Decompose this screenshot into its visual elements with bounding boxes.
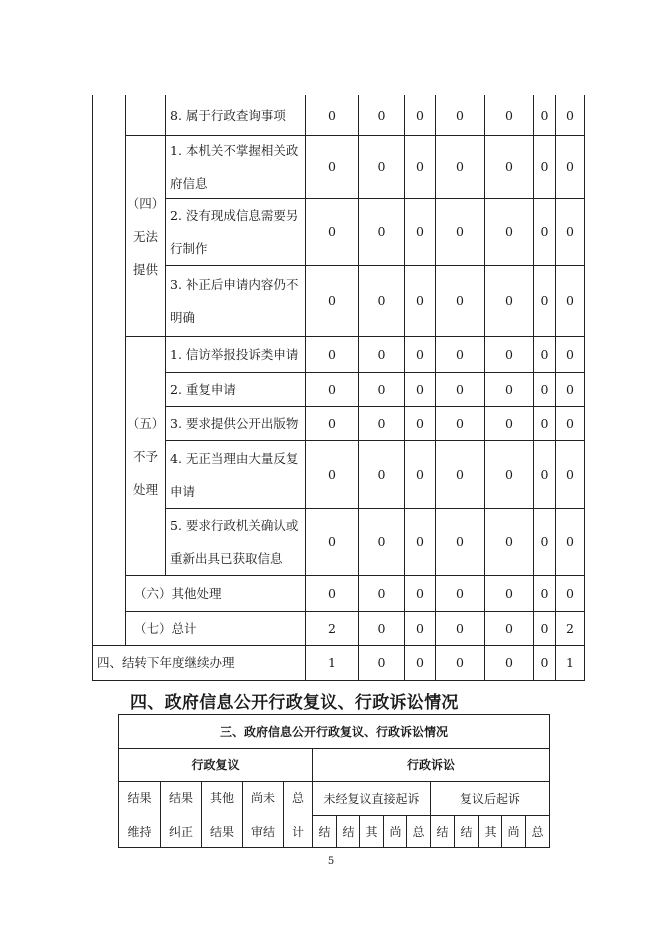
value-cell: 0 <box>328 293 336 308</box>
litigation-col-label: 总 <box>412 824 425 839</box>
value-cell: 0 <box>377 381 386 397</box>
value-cell: 0 <box>416 620 424 636</box>
row-label: （七）总计 <box>134 620 197 636</box>
value-cell: 0 <box>328 585 336 601</box>
review-col-label: 总 <box>291 791 304 805</box>
value-cell: 0 <box>505 346 513 362</box>
row-label: （六）其他处理 <box>134 585 222 601</box>
value-cell: 0 <box>505 534 513 549</box>
value-cell: 0 <box>416 159 424 174</box>
value-cell: 0 <box>328 534 336 549</box>
value-cell: 2 <box>566 620 574 636</box>
litigation-col-label: 其 <box>365 824 378 839</box>
table-title: 三、政府信息公开行政复议、行政诉讼情况 <box>219 724 448 739</box>
value-cell: 0 <box>505 381 513 397</box>
litigation-col-label: 尚 <box>507 824 520 839</box>
row-label: 8. 属于行政查询事项 <box>170 107 286 123</box>
value-cell: 0 <box>566 466 574 482</box>
review-col-label: 尚未 <box>250 791 275 805</box>
value-cell: 0 <box>328 466 336 482</box>
review-col-label: 其他 <box>209 791 234 805</box>
value-cell: 0 <box>566 585 574 601</box>
value-cell: 0 <box>456 415 464 431</box>
value-cell: 0 <box>540 466 549 482</box>
value-cell: 0 <box>456 224 464 239</box>
row-label: 5. 要求行政机关确认或重新出具已获取信息 <box>170 518 299 566</box>
table-border-right <box>584 95 585 680</box>
value-cell: 0 <box>416 466 424 482</box>
value-cell: 1 <box>328 655 336 670</box>
litigation-direct-header: 未经复议直接起诉 <box>323 791 420 806</box>
value-cell: 0 <box>540 346 549 362</box>
value-cell: 0 <box>377 466 386 482</box>
value-cell: 0 <box>377 346 386 362</box>
value-cell: 0 <box>540 159 549 174</box>
value-cell: 0 <box>540 224 549 239</box>
value-cell: 0 <box>540 293 549 308</box>
value-cell: 1 <box>566 655 574 670</box>
litigation-col-label: 其 <box>484 824 497 839</box>
value-cell: 0 <box>328 381 336 397</box>
value-cell: 0 <box>505 224 513 239</box>
litigation-col-label: 结 <box>460 824 473 839</box>
value-cell: 0 <box>416 655 424 670</box>
value-cell: 0 <box>566 159 574 174</box>
litigation-col-label: 结 <box>318 824 331 839</box>
value-cell: 0 <box>377 224 386 239</box>
value-cell: 0 <box>566 346 574 362</box>
row-label: 3. 要求提供公开出版物 <box>170 415 299 431</box>
value-cell: 0 <box>566 224 574 239</box>
value-cell: 0 <box>456 159 464 174</box>
table-border-right <box>549 714 550 848</box>
value-cell: 0 <box>416 585 424 601</box>
value-cell: 0 <box>328 159 336 174</box>
review-col-label: 结果 <box>127 791 152 805</box>
value-cell: 0 <box>505 415 513 431</box>
value-cell: 0 <box>505 293 513 308</box>
value-cell: 0 <box>377 159 386 174</box>
value-cell: 0 <box>566 107 574 123</box>
value-cell: 0 <box>377 107 386 123</box>
value-cell: 0 <box>566 293 574 308</box>
value-cell: 0 <box>456 534 464 549</box>
value-cell: 0 <box>416 381 424 397</box>
value-cell: 0 <box>566 381 574 397</box>
value-cell: 0 <box>328 224 336 239</box>
group-label-no-provision <box>126 136 165 336</box>
value-cell: 0 <box>456 346 464 362</box>
value-cell: 0 <box>416 415 424 431</box>
row-label: 四、结转下年度继续办理 <box>97 655 235 670</box>
value-cell: 0 <box>540 655 549 670</box>
value-cell: 2 <box>328 620 336 636</box>
page-number: 5 <box>327 856 335 867</box>
value-cell: 0 <box>566 415 574 431</box>
value-cell: 0 <box>416 107 424 123</box>
litigation-header: 行政诉讼 <box>406 758 455 772</box>
value-cell: 0 <box>377 293 386 308</box>
group-label-line: 处理 <box>132 481 158 497</box>
review-col-label: 结果 <box>209 825 234 839</box>
row-label: 3. 补正后申请内容仍不明确 <box>170 277 299 325</box>
value-cell: 0 <box>540 381 549 397</box>
value-cell: 0 <box>456 655 464 670</box>
group-label-line: 不予 <box>132 448 158 464</box>
section-heading: 四、政府信息公开行政复议、行政诉讼情况 <box>130 693 459 713</box>
group-label-not-processed <box>126 337 165 575</box>
litigation-after-review-header: 复议后起诉 <box>459 791 520 806</box>
group-label-line: （五） <box>126 415 165 431</box>
value-cell: 0 <box>416 346 424 362</box>
value-cell: 0 <box>377 620 386 636</box>
row-label: 1. 信访举报投诉类申请 <box>170 346 299 362</box>
value-cell: 0 <box>540 620 549 636</box>
row-label: 2. 重复申请 <box>170 381 236 397</box>
value-cell: 0 <box>456 620 464 636</box>
value-cell: 0 <box>416 293 424 308</box>
value-cell: 0 <box>328 415 336 431</box>
value-cell: 0 <box>377 585 386 601</box>
value-cell: 0 <box>540 415 549 431</box>
group-label-line: 提供 <box>132 261 158 277</box>
row-label: 2. 没有现成信息需要另行制作 <box>170 208 299 256</box>
litigation-col-label: 总 <box>531 824 544 839</box>
litigation-col-label: 结 <box>342 824 355 839</box>
value-cell: 0 <box>456 466 464 482</box>
value-cell: 0 <box>416 224 424 239</box>
litigation-col-label: 结 <box>436 824 449 839</box>
review-col-label: 结果 <box>168 791 193 805</box>
value-cell: 0 <box>377 655 386 670</box>
group-label-line: 无法 <box>132 228 158 244</box>
review-header: 行政复议 <box>191 758 240 772</box>
value-cell: 0 <box>505 107 513 123</box>
review-col-label: 审结 <box>250 825 275 839</box>
value-cell: 0 <box>456 585 464 601</box>
value-cell: 0 <box>505 466 513 482</box>
review-col-label: 维持 <box>127 825 152 839</box>
group-label-line: （四） <box>126 195 165 211</box>
row-label: 4. 无正当理由大量反复申请 <box>170 450 299 499</box>
value-cell: 0 <box>456 293 464 308</box>
value-cell: 0 <box>456 107 464 123</box>
review-col-label: 计 <box>291 825 304 839</box>
value-cell: 0 <box>377 534 386 549</box>
value-cell: 0 <box>377 415 386 431</box>
table-border-bottom <box>92 680 585 681</box>
table-border-left <box>92 95 93 680</box>
value-cell: 0 <box>505 159 513 174</box>
value-cell: 0 <box>566 534 574 549</box>
value-cell: 0 <box>540 107 549 123</box>
value-cell: 0 <box>416 534 424 549</box>
value-cell: 0 <box>505 655 513 670</box>
row-label: 1. 本机关不掌握相关政府信息 <box>170 143 299 191</box>
value-cell: 0 <box>328 107 336 123</box>
value-cell: 0 <box>505 620 513 636</box>
review-col-label: 纠正 <box>168 825 193 839</box>
value-cell: 0 <box>456 381 464 397</box>
value-cell: 0 <box>540 585 549 601</box>
value-cell: 0 <box>505 585 513 601</box>
value-cell: 0 <box>540 534 549 549</box>
value-cell: 0 <box>328 346 336 362</box>
litigation-col-label: 尚 <box>389 824 402 839</box>
